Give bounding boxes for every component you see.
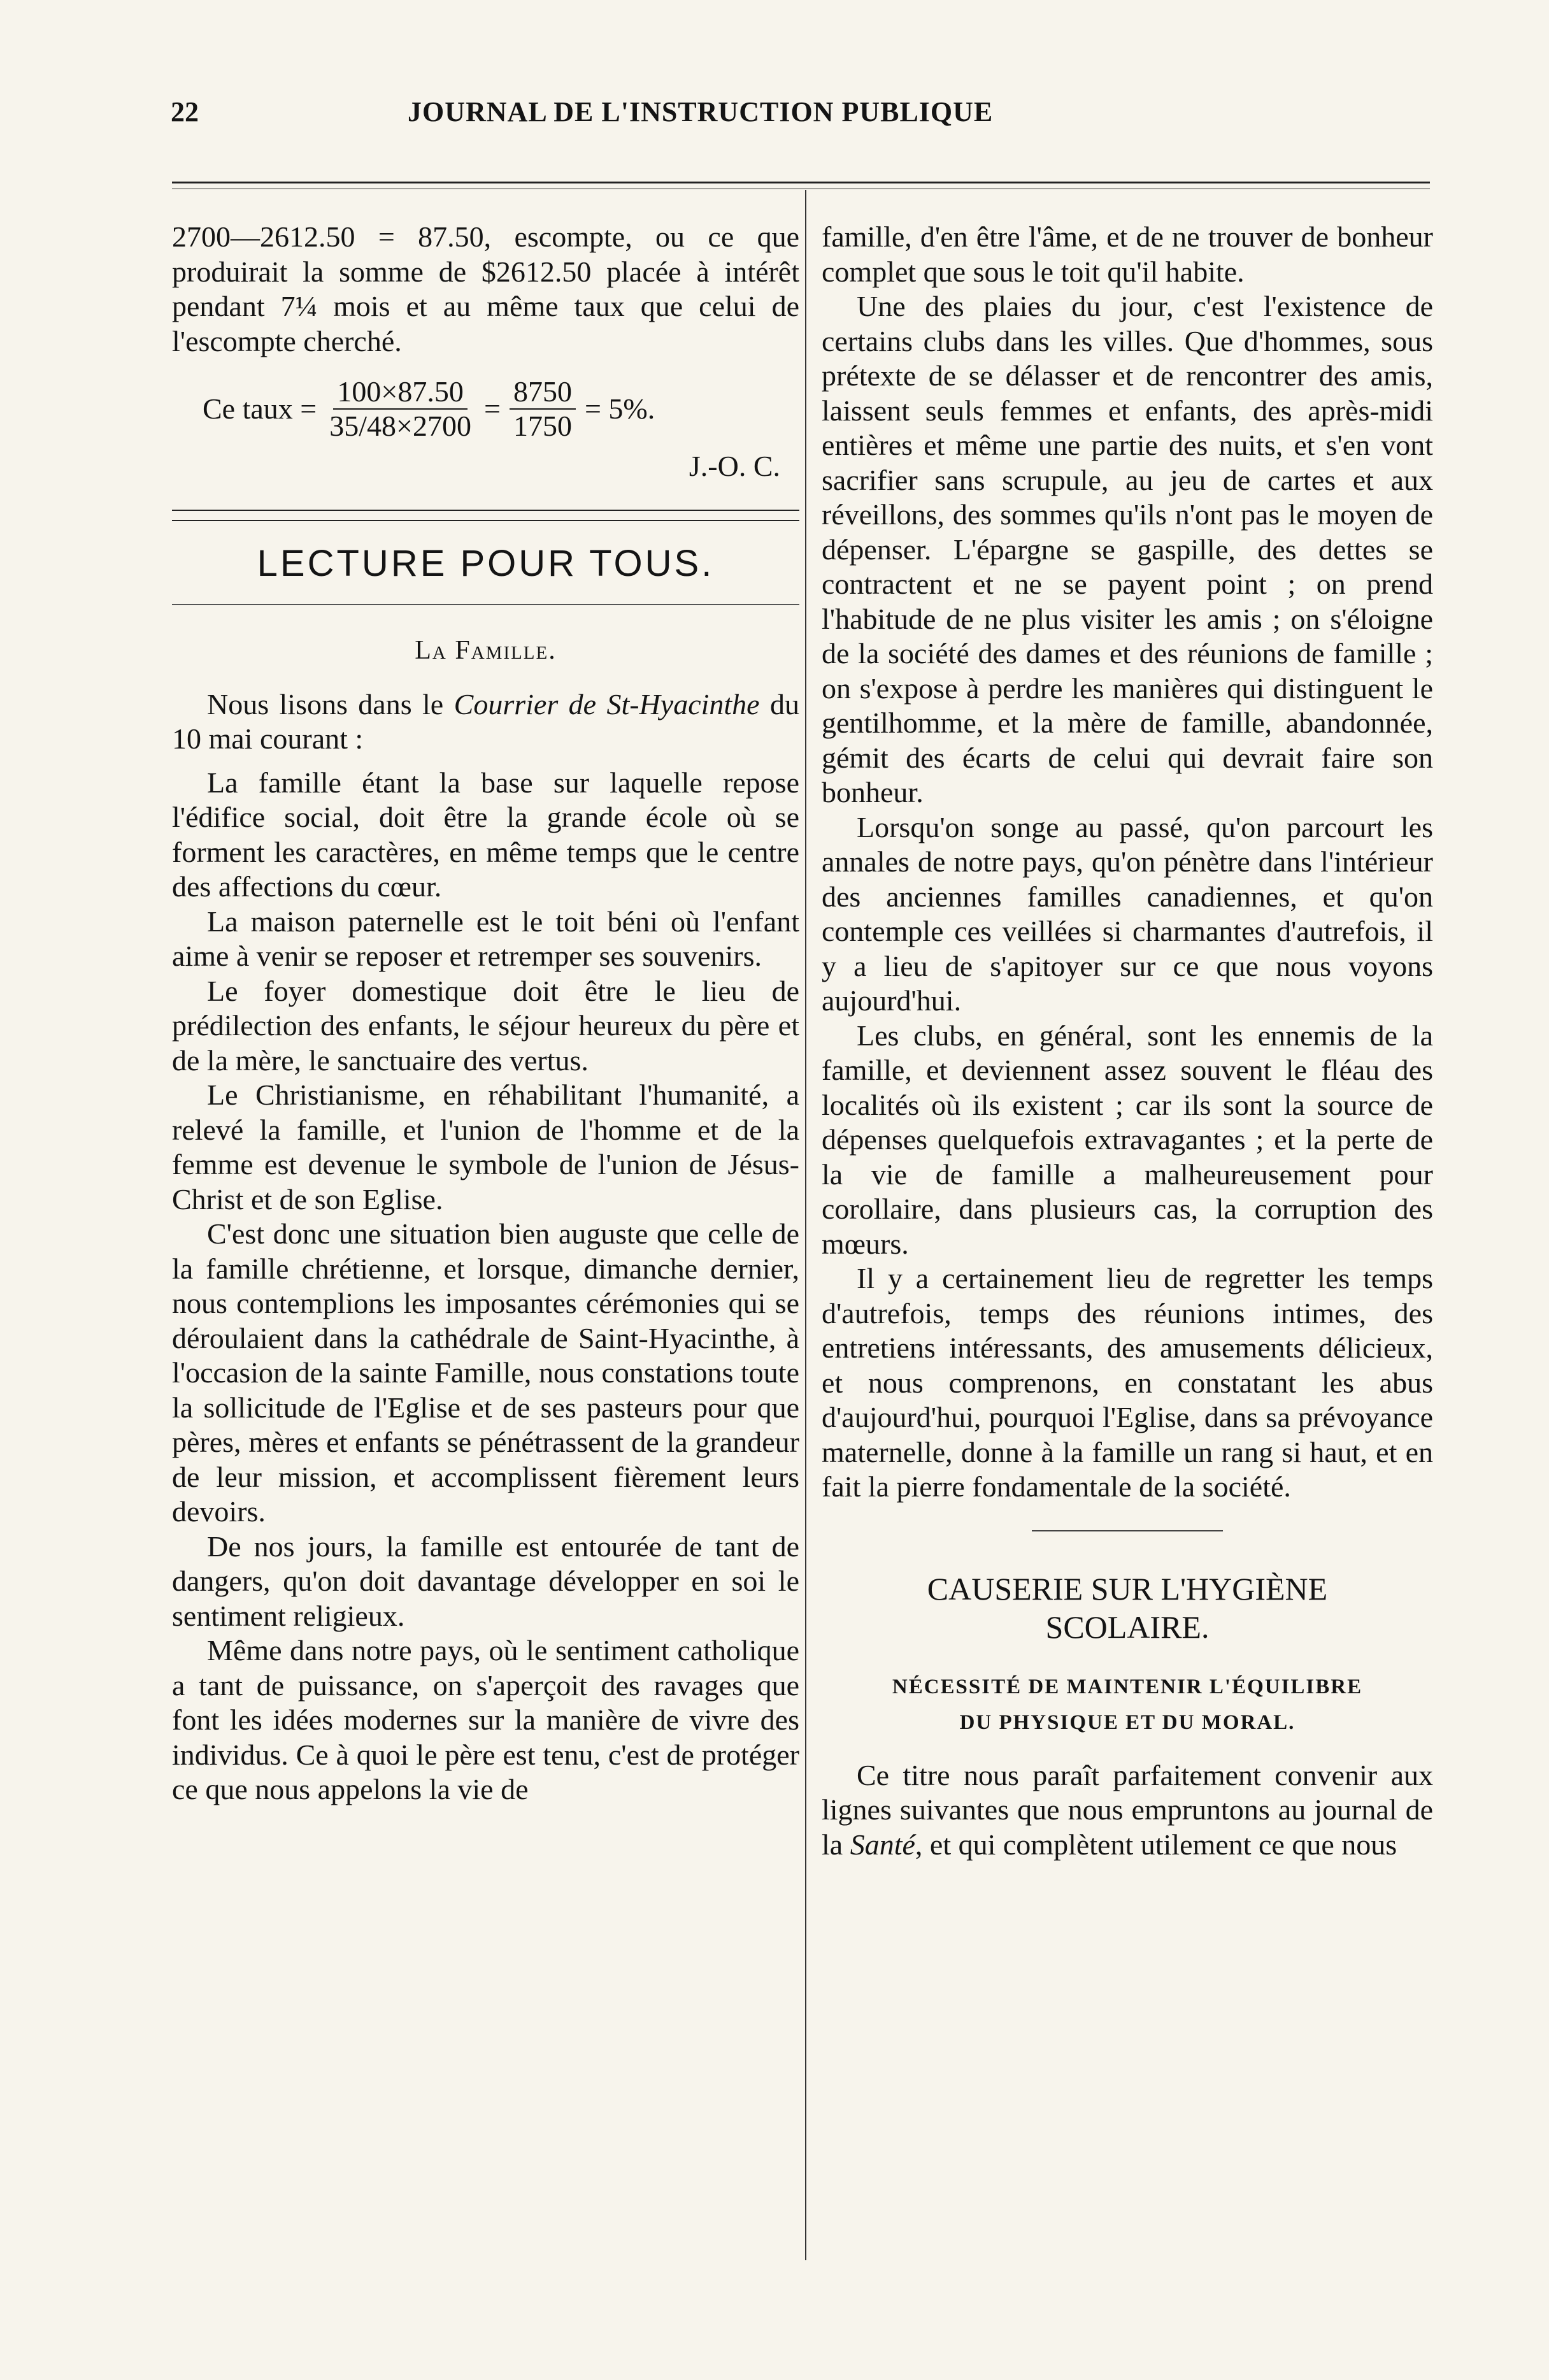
right-column <box>822 220 1433 1862</box>
formula-fraction-1 <box>325 375 475 443</box>
column-divider <box>805 190 806 2260</box>
fraction-2-denominator: 1750 <box>513 410 572 442</box>
paragraph: Une des plaies du jour, c'est l'existence de certains clubs dans les villes. Que d'hommes, sous prétexte de se délasser et de rencontrer des amis, laissent seuls femmes et enfants, des après-midi entières et même une partie des nuits, et s'en vont sacrifier sans scrupule, au jeu de cartes et aux réveillons, des sommes qu'ils n'ont pas le moyen de dépenser. L'épargne se gaspille, des dettes se contractent et ne se payent point ; on prend l'habitude de ne plus visiter les amis ; on s'éloigne de la société des dames et des réunions de famille ; on s'expose à perdre les manières qui distinguent le gentilhomme, et la mère de famille, abandonnée, gémit des écarts de celui qui devrait faire son bonheur. <box>822 290 1433 808</box>
paragraph: famille, d'en être l'âme, et de ne trouver de bonheur complet que sous le toit qu'il habite. <box>822 220 1433 288</box>
article-separator <box>1032 1530 1223 1531</box>
paragraph: La maison paternelle est le toit béni où l'enfant aime à venir se reposer et retremper ses souvenirs. <box>172 905 799 972</box>
author-signature: J.-O. C. <box>689 450 780 482</box>
fraction-1-denominator: 35/48×2700 <box>329 410 471 442</box>
header-rule <box>172 182 1430 183</box>
calculation-intro: 2700—2612.50 = 87.50, escompte, ou ce que produirait la somme de $2612.50 placée à intérêt pendant 7¼ mois et au même taux que celui de l'escompte cherché. <box>172 220 799 357</box>
fraction-2-numerator: 8750 <box>510 375 576 410</box>
rate-formula <box>172 375 799 443</box>
formula-equals: = <box>483 392 501 425</box>
paragraph: Même dans notre pays, où le sentiment catholique a tant de puissance, on s'aperçoit des ravages que font les idées modernes sur la manière de vivre des individus. Ce à quoi le père est tenu, c'est de protéger ce que nous appelons la vie de <box>172 1634 799 1805</box>
journal-title: JOURNAL DE L'INSTRUCTION PUBLIQUE <box>408 96 994 127</box>
page-header <box>0 96 1549 147</box>
paragraph: De nos jours, la famille est entourée de tant de dangers, qu'on doit davantage développer en soi le sentiment religieux. <box>172 1530 799 1632</box>
formula-result: = 5%. <box>584 392 655 425</box>
paragraph: Le foyer domestique doit être le lieu de prédilection des enfants, le séjour heureux du père et de la mère, le sanctuaire des vertus. <box>172 974 799 1077</box>
paragraph: Les clubs, en général, sont les ennemis de la famille, et deviennent assez souvent le fléau des localités où ils existent ; car ils sont la source de dépenses quelquefois extravagantes ; et la perte de la vie de famille a malheureusement pour corollaire, dans plusieurs cas, la corruption des mœurs. <box>822 1019 1433 1260</box>
causerie-title: CAUSERIE SUR L'HYGIÈNE SCOLAIRE. <box>927 1570 1328 1645</box>
paragraph: Le Christianisme, en réhabilitant l'humanité, a relevé la famille, et l'union de l'homme et de la femme est devenue le symbole de l'union de Jésus-Christ et de son Eglise. <box>172 1079 799 1215</box>
paragraph: Ce titre nous paraît parfaitement convenir aux lignes suivantes que nous empruntons au journal de la Santé, et qui complètent utilement ce que nous <box>822 1758 1433 1861</box>
paragraph: C'est donc une situation bien auguste que celle de la famille chrétienne, et lorsque, dimanche dernier, nous contemplions les imposantes cérémonies qui se déroulaient dans la cathédrale de Saint-Hyacinthe, à l'occasion de la sainte Famille, nous constations toute la sollicitude de l'Eglise et de ses pasteurs pour que pères, mères et enfants se pénétrassent de la grandeur de leur mission, et accomplissent fièrement leurs devoirs. <box>172 1217 799 1528</box>
fraction-1-numerator: 100×87.50 <box>333 375 467 410</box>
formula-label: Ce taux = <box>203 392 317 425</box>
paragraph: Il y a certainement lieu de regretter les temps d'autrefois, temps des réunions intimes, des entretiens intéressants, des amusements délicieux, et nous comprenons, en constatant les abus d'aujourd'hui, pourquoi l'Eglise, dans sa prévoyance maternelle, donne à la famille un rang si haut, et en fait la pierre fondamentale de la société. <box>822 1262 1433 1503</box>
article-title: La Famille. <box>415 636 557 665</box>
section-double-rule <box>172 510 799 521</box>
paragraph: Lorsqu'on songe au passé, qu'on parcourt les annales de notre pays, qu'on pénètre dans l'intérieur des anciennes familles canadiennes, et qu'on contemple ces veillées si charmantes d'autrefois, il y a lieu de s'apitoyer sur ce que nous voyons aujourd'hui. <box>822 810 1433 1017</box>
formula-fraction-2 <box>510 375 576 443</box>
source-publication: Courrier de St-Hyacinthe <box>453 687 760 720</box>
section-title: LECTURE POUR TOUS. <box>257 542 715 584</box>
source-paragraph: Nous lisons dans le Courrier de St-Hyacinthe du 10 mai courant : <box>172 687 800 755</box>
journal-name: Santé <box>850 1828 915 1861</box>
section-thin-rule <box>172 604 799 605</box>
left-column <box>172 220 799 1807</box>
paragraph: La famille étant la base sur laquelle repose l'édifice social, doit être la grande école où se forment les caractères, en même temps que le centre des affections du cœur. <box>172 766 799 903</box>
page-number: 22 <box>171 96 199 127</box>
causerie-subtitle: NÉCESSITÉ DE MAINTENIR L'ÉQUILIBRE DU PHYSIQUE ET DU MORAL. <box>892 1675 1363 1734</box>
